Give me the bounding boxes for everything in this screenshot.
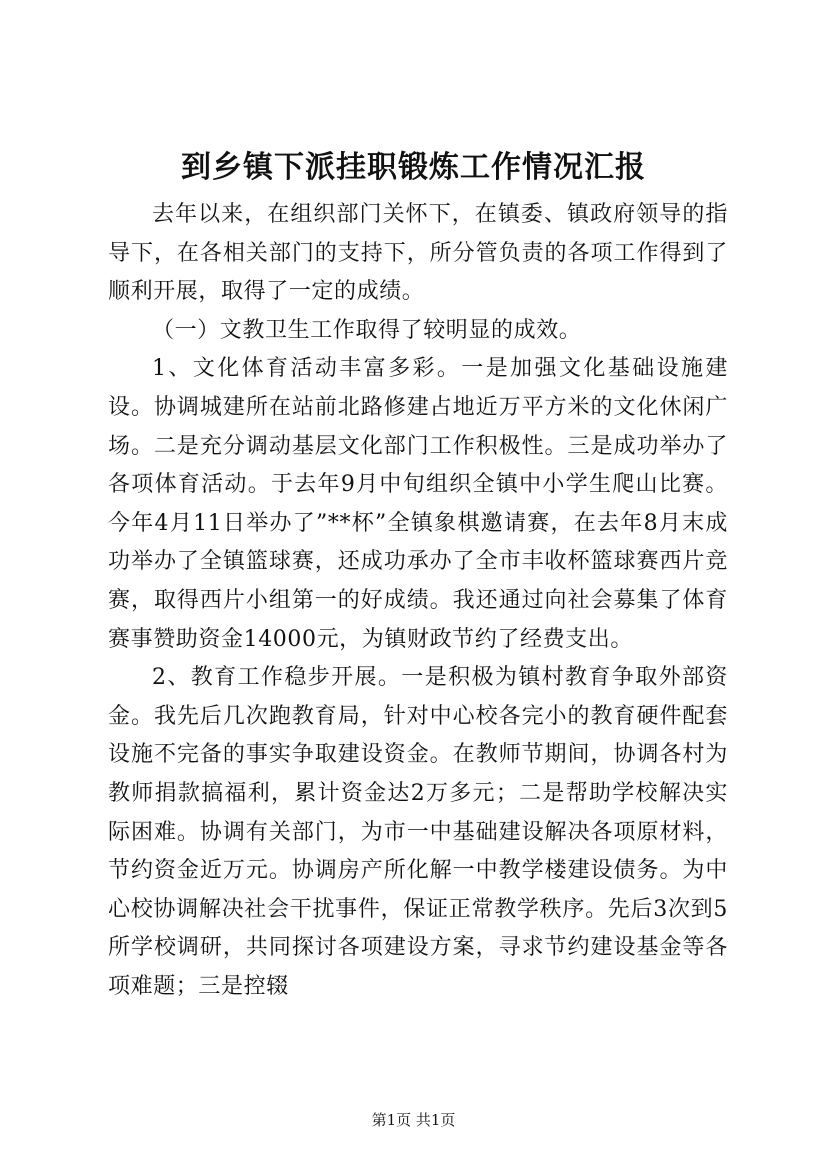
document-title: 到乡镇下派挂职锻炼工作情况汇报: [181, 150, 646, 185]
page-footer: 第1页 共1页: [371, 1111, 456, 1129]
document-body: [108, 196, 728, 1006]
paragraph-education: 2、教育工作稳步开展。一是积极为镇村教育争取外部资金。我先后几次跑教育局，针对中心校各完小的教育硬件配套设施不完备的事实争取建设资金。在教师节期间，协调各村为教师捐款搞福利，累计资金达2万多元；二是帮助学校解决实际困难。协调有关部门，为市一中基础建设解决各项原材料，节约资金近万元。协调房产所化解一中教学楼建设债务。为中心校协调解决社会干扰事件，保证正常教学秩序。先后3次到5所学校调研，共同探讨各项建设方案，寻求节约建设基金等各项难题；三是控辍: [108, 665, 728, 999]
paragraph-intro: 去年以来，在组织部门关怀下，在镇委、镇政府领导的指导下，在各相关部门的支持下，所分管负责的各项工作得到了顺利开展，取得了一定的成绩。: [108, 202, 728, 305]
paragraph-culture-sports: 1、文化体育活动丰富多彩。一是加强文化基础设施建设。协调城建所在站前北路修建占地近万平方米的文化休闲广场。二是充分调动基层文化部门工作积极性。三是成功举办了各项体育活动。于去年9月中旬组织全镇中小学生爬山比赛。今年4月11日举办了”**杯”全镇象棋邀请赛，在去年8月末成功举办了全镇篮球赛，还成功承办了全市丰收杯篮球赛西片竞赛，取得西片小组第一的好成绩。我还通过向社会募集了体育赛事赞助资金14000元，为镇财政节约了经费支出。: [108, 356, 728, 652]
paragraph-section-heading: （一）文教卫生工作取得了较明显的成效。: [152, 317, 582, 343]
